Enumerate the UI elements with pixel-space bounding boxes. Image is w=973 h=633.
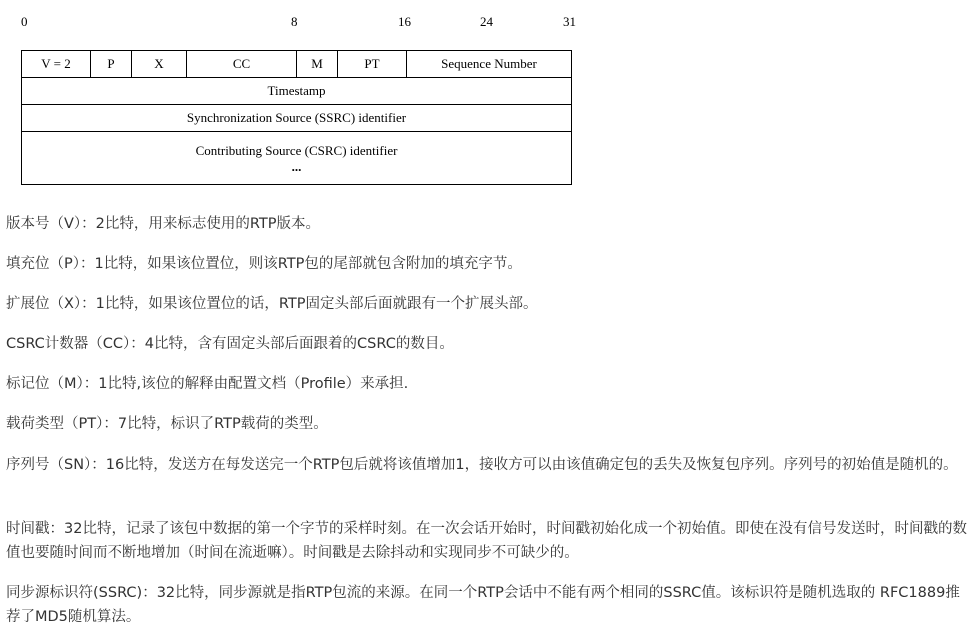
desc-payload-type: 载荷类型（PT）：7比特，标识了RTP载荷的类型。 [6,416,328,432]
field-extension: X [132,51,187,77]
field-csrc-more: ... [291,159,302,174]
desc-marker: 标记位（M）：1比特,该位的解释由配置文档（Profile）来承担. [6,376,409,392]
desc-ssrc: 同步源标识符(SSRC)：32比特，同步源就是指RTP包流的来源。在同一个RTP会话中不能有两个相同的SSRC值。该标识符是随机选取的 RFC1889推荐了MD5随机算法。 [6,585,960,625]
field-csrc-count: CC [187,51,297,77]
field-csrc: Contributing Source (CSRC) identifier [195,143,398,158]
field-version: V = 2 [22,51,91,77]
field-sequence-number: Sequence Number [441,56,537,71]
field-padding: P [91,51,132,77]
desc-extension: 扩展位（X）：1比特，如果该位置位的话，RTP固定头部后面就跟有一个扩展头部。 [6,296,538,312]
bit-label-8: 8 [291,14,298,29]
header-row-ssrc [22,105,571,132]
desc-csrc-count: CSRC计数器（CC）：4比特，含有固定头部后面跟着的CSRC的数目。 [6,336,454,352]
rtp-header-table [21,50,572,185]
bit-label-31: 31 [563,14,576,29]
field-ssrc: Synchronization Source (SSRC) identifier [186,110,407,125]
bit-label-24: 24 [480,14,493,29]
desc-sequence-number: 序列号（SN）：16比特，发送方在每发送完一个RTP包后就将该值增加1，接收方可以由该值确定包的丢失及恢复包序列。序列号的初始值是随机的。 [6,457,958,473]
header-row-timestamp [22,78,571,105]
field-timestamp: Timestamp [267,83,326,98]
field-marker: M [297,51,338,77]
bit-label-16: 16 [398,14,411,29]
desc-padding: 填充位（P）：1比特，如果该位置位，则该RTP包的尾部就包含附加的填充字节。 [6,256,522,272]
bit-label-0: 0 [21,14,28,29]
header-row-fields [22,51,571,78]
rtp-header-diagram [0,0,973,190]
desc-timestamp: 时间戳：32比特，记录了该包中数据的第一个字节的采样时刻。在一次会话开始时，时间戳初始化成一个初始值。即使在没有信号发送时，时间戳的数值也要随时间而不断地增加（时间在流逝嘛）。时间戳是去除抖动和实现同步不可缺少的。 [6,521,967,561]
desc-version: 版本号（V）：2比特，用来标志使用的RTP版本。 [6,216,321,232]
field-payload-type: PT [338,51,407,77]
header-row-csrc [22,132,571,184]
